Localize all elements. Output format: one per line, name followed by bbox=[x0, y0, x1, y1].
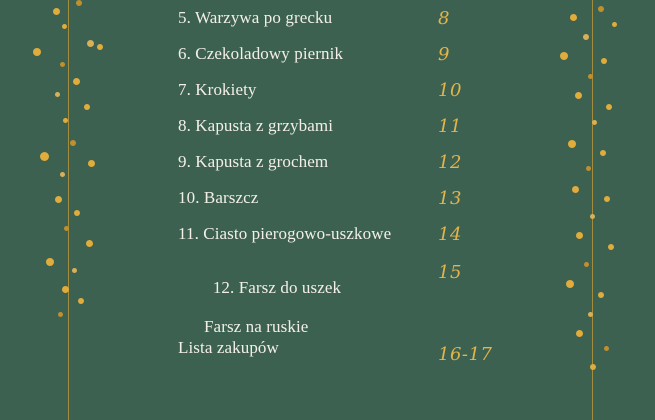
vine-dot bbox=[608, 244, 614, 250]
vine-dot bbox=[575, 92, 582, 99]
vine-dot bbox=[588, 74, 593, 79]
toc-entry-title-main: 12. Farsz do uszek bbox=[212, 277, 342, 297]
vine-dot bbox=[598, 6, 604, 12]
toc-entry-title: 6. Czekoladowy piernik bbox=[178, 44, 344, 64]
vine-dot bbox=[60, 172, 65, 177]
page-number-row bbox=[438, 144, 548, 180]
page-number: 12 bbox=[438, 151, 462, 173]
vine-dot bbox=[62, 24, 67, 29]
page-number: 16-17 bbox=[438, 344, 493, 365]
page-number-row bbox=[438, 108, 548, 144]
vine-dot bbox=[97, 44, 103, 50]
vine-dot bbox=[58, 312, 63, 317]
toc-entry-subtitle: Farsz na ruskie bbox=[204, 316, 309, 336]
vine-dot bbox=[612, 22, 617, 27]
toc-entry-title: 5. Warzywa po grecku bbox=[178, 8, 333, 28]
vine-dot bbox=[560, 52, 568, 60]
vine-dot bbox=[566, 280, 574, 288]
page-number: 14 bbox=[438, 223, 462, 245]
vine-dot bbox=[568, 140, 576, 148]
vine-dot bbox=[576, 232, 583, 239]
page-number-row bbox=[438, 216, 548, 252]
page-number: 8 bbox=[438, 7, 450, 29]
vine-dot bbox=[33, 48, 41, 56]
toc-entry-shopping-list[interactable] bbox=[178, 338, 279, 358]
vine-stem-right bbox=[592, 0, 593, 420]
vine-dot bbox=[72, 268, 77, 273]
vine-dot bbox=[606, 104, 612, 110]
page-number-column bbox=[438, 0, 548, 314]
toc-entry-title: 8. Kapusta z grzybami bbox=[178, 116, 334, 136]
page-number: 10 bbox=[438, 79, 462, 101]
page-number-row bbox=[438, 252, 548, 314]
page-number: 11 bbox=[438, 115, 462, 137]
vine-dot bbox=[583, 34, 589, 40]
vine-dot bbox=[46, 258, 54, 266]
page-number: 13 bbox=[438, 187, 462, 209]
vine-dot bbox=[572, 186, 579, 193]
vine-dot bbox=[74, 210, 80, 216]
vine-dot bbox=[62, 286, 69, 293]
vine-dot bbox=[40, 152, 49, 161]
vine-dot bbox=[604, 346, 609, 351]
page-number: 15 bbox=[438, 262, 462, 283]
vine-dot bbox=[64, 226, 69, 231]
vine-dot bbox=[88, 160, 95, 167]
vine-dot bbox=[87, 40, 94, 47]
vine-dot bbox=[63, 118, 68, 123]
vine-dot bbox=[86, 240, 93, 247]
page-number-row bbox=[438, 180, 548, 216]
page-number-row bbox=[438, 344, 492, 365]
toc-entry-title: 9. Kapusta z grochem bbox=[178, 152, 329, 172]
toc-entry-title: 10. Barszcz bbox=[178, 188, 259, 208]
vine-dot bbox=[73, 78, 80, 85]
vine-dot bbox=[60, 62, 65, 67]
vine-dot bbox=[600, 150, 606, 156]
vine-dot bbox=[588, 312, 593, 317]
vine-dot bbox=[53, 8, 60, 15]
vine-stem-left bbox=[68, 0, 69, 420]
vine-dot bbox=[570, 14, 577, 21]
vine-dot bbox=[55, 196, 62, 203]
page-number-row bbox=[438, 72, 548, 108]
page-number-row bbox=[438, 36, 548, 72]
vine-dot bbox=[78, 298, 84, 304]
vine-dot bbox=[592, 120, 597, 125]
page-number-row bbox=[438, 0, 548, 36]
vine-dot bbox=[586, 166, 591, 171]
page-number: 9 bbox=[438, 43, 450, 65]
vine-dot bbox=[576, 330, 583, 337]
vine-dot bbox=[590, 364, 596, 370]
vine-dot bbox=[76, 0, 82, 6]
vine-dot bbox=[601, 58, 607, 64]
vine-dot bbox=[70, 140, 76, 146]
vine-dot bbox=[590, 214, 595, 219]
toc-entry-title: 11. Ciasto pierogowo-uszkowe bbox=[178, 224, 392, 244]
vine-dot bbox=[84, 104, 90, 110]
vine-dot bbox=[584, 262, 589, 267]
vine-dot bbox=[598, 292, 604, 298]
toc-entry-title: 7. Krokiety bbox=[178, 80, 257, 100]
toc-entry-title: Lista zakupów bbox=[178, 338, 279, 357]
vine-dot bbox=[604, 196, 610, 202]
vine-dot bbox=[55, 92, 60, 97]
